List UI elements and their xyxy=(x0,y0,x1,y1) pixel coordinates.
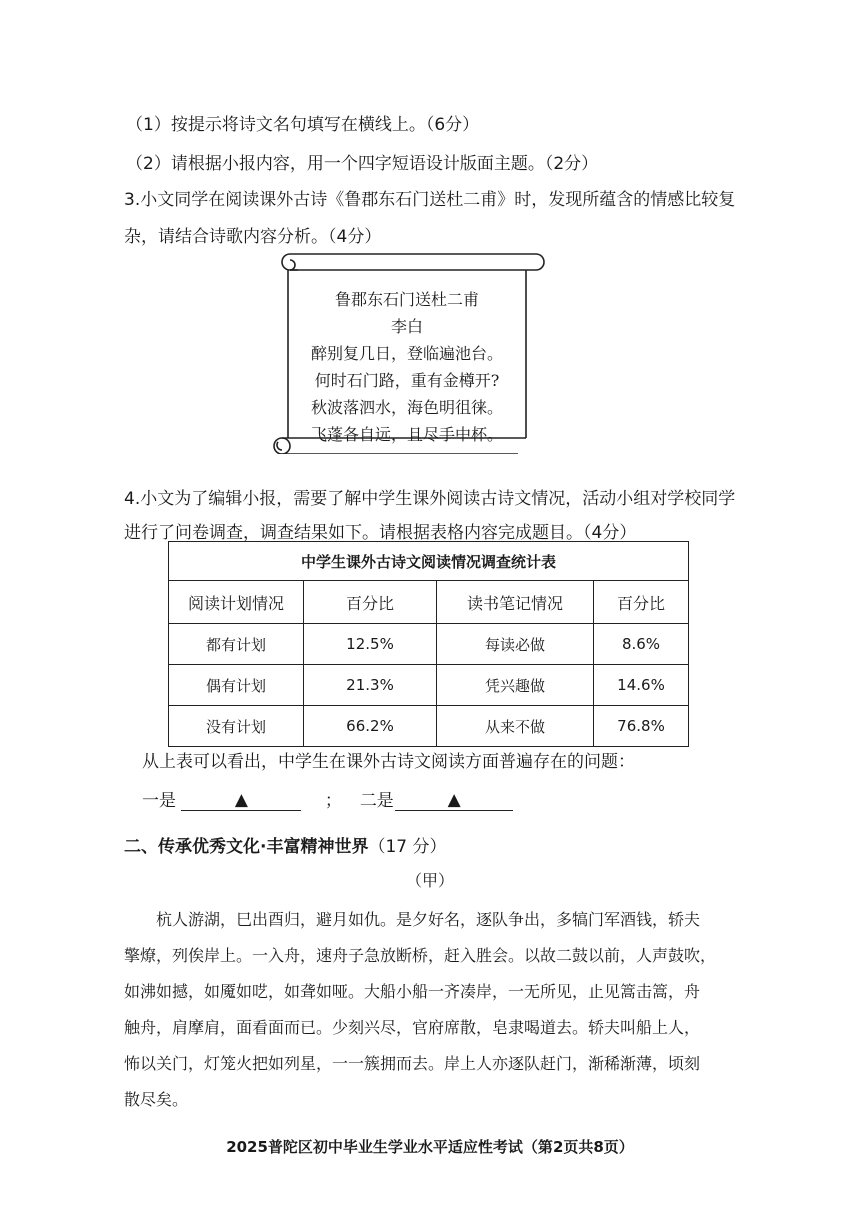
classical-passage xyxy=(124,902,744,1118)
table-row xyxy=(169,706,689,747)
fill-intro: 从上表可以看出，中学生在课外古诗文阅读方面普遍存在的问题： xyxy=(142,752,635,772)
passage-line: 擎燎，列俟岸上。一入舟，速舟子急放断桥，赶入胜会。以故二鼓以前，人声鼓吹， xyxy=(124,946,717,965)
question-3-line-2: 杂，请结合诗歌内容分析。（4分） xyxy=(124,227,382,247)
table-caption: 中学生课外古诗文阅读情况调查统计表 xyxy=(169,542,689,581)
table-cell: 76.8% xyxy=(594,706,689,747)
table-header: 百分比 xyxy=(304,581,437,624)
question-1-sub-1: （1）按提示将诗文名句填写在横线上。（6分） xyxy=(126,115,480,135)
blank-separator: ； xyxy=(324,791,342,811)
table-header: 百分比 xyxy=(594,581,689,624)
poem-line: 秋波落泗水，海色明徂徕。 xyxy=(310,398,503,417)
table-cell: 14.6% xyxy=(594,665,689,706)
passage-line: 如沸如撼，如魇如呓，如聋如哑。大船小船一齐凑岸，一无所见，止见篙击篙，舟 xyxy=(124,982,701,1001)
second-answer-blank[interactable]: ▲ xyxy=(395,790,513,811)
table-row xyxy=(169,665,689,706)
table-cell: 66.2% xyxy=(304,706,437,747)
section-2-heading: 二、传承优秀文化·丰富精神世界 xyxy=(124,837,369,857)
poem-line: 何时石门路，重有金樽开? xyxy=(314,371,500,390)
table-cell: 21.3% xyxy=(304,665,437,706)
poem-line: 醉别复几日，登临遍池台。 xyxy=(310,344,503,363)
table-header: 读书笔记情况 xyxy=(437,581,594,624)
passage-line: 散尽矣。 xyxy=(124,1090,189,1109)
section-2-heading-line xyxy=(124,832,447,857)
page-footer: 2025普陀区初中毕业生学业水平适应性考试（第2页共8页） xyxy=(226,1138,634,1156)
table-cell: 偶有计划 xyxy=(169,665,304,706)
question-4-line-1: 4.小文为了编辑小报，需要了解中学生课外阅读古诗文情况，活动小组对学校同学 xyxy=(124,489,736,509)
table-cell: 没有计划 xyxy=(169,706,304,747)
question-4-line-2: 进行了问卷调查，调查结果如下。请根据表格内容完成题目。（4分） xyxy=(124,523,637,543)
table-cell: 凭兴趣做 xyxy=(437,665,594,706)
table-cell: 12.5% xyxy=(304,624,437,665)
poem-title: 鲁郡东石门送杜二甫 xyxy=(334,290,479,309)
section-2-subheading: （甲） xyxy=(406,871,455,890)
table-cell: 8.6% xyxy=(594,624,689,665)
question-3-line-1: 3.小文同学在阅读课外古诗《鲁郡东石门送杜二甫》时，发现所蕴含的情感比较复 xyxy=(124,190,736,210)
second-blank-label: 二是 xyxy=(359,791,394,811)
table-row xyxy=(169,624,689,665)
poem-line: 飞蓬各自远，且尽手中杯。 xyxy=(310,425,503,444)
table-cell: 从来不做 xyxy=(437,706,594,747)
table-cell: 都有计划 xyxy=(169,624,304,665)
fill-line xyxy=(142,786,513,811)
first-answer-blank[interactable]: ▲ xyxy=(181,790,301,811)
poem-scroll xyxy=(268,248,548,454)
passage-line: 杭人游湖，巳出酉归，避月如仇。是夕好名，逐队争出，多犒门军酒钱，轿夫 xyxy=(156,910,701,929)
first-blank-label: 一是 xyxy=(142,791,176,811)
question-1-sub-2: （2）请根据小报内容，用一个四字短语设计版面主题。（2分） xyxy=(126,154,599,174)
survey-table xyxy=(168,541,689,747)
passage-line: 触舟，肩摩肩，面看面而已。少刻兴尽，官府席散，皂隶喝道去。轿夫叫船上人， xyxy=(124,1018,701,1037)
section-2-points: （17 分） xyxy=(368,837,447,857)
table-header: 阅读计划情况 xyxy=(169,581,304,624)
passage-line: 怖以关门，灯笼火把如列星，一一簇拥而去。岸上人亦逐队赶门，渐稀渐薄，顷刻 xyxy=(124,1054,701,1073)
poem-author: 李白 xyxy=(390,317,423,336)
table-cell: 每读必做 xyxy=(437,624,594,665)
